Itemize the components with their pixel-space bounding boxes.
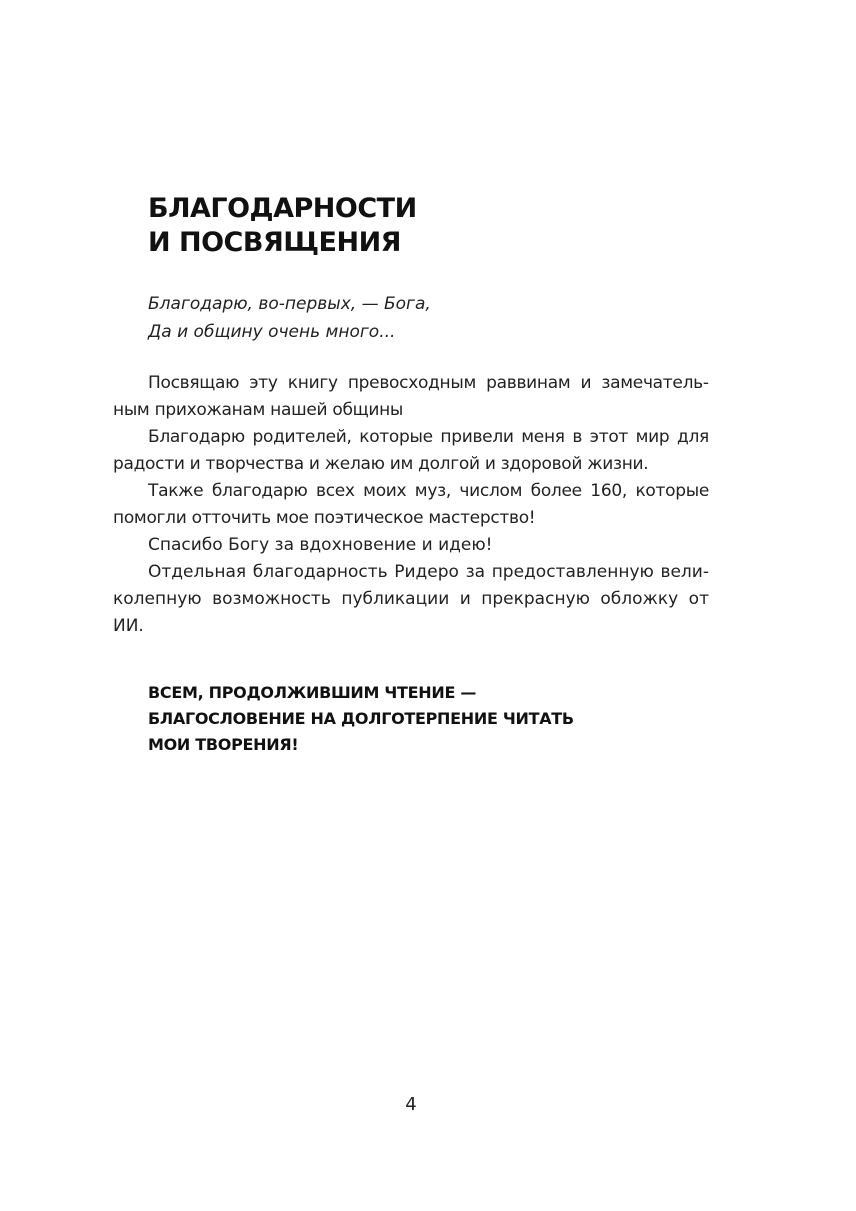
epigraph-line-2: Да и общину очень много... <box>148 322 396 342</box>
page-title <box>148 192 417 260</box>
epigraph-line-1: Благодарю, во-первых, — Бога, <box>148 294 431 314</box>
dedication-body <box>113 370 709 640</box>
paragraph-dedication: Посвящаю эту книгу превосходным раввинам и замечательным прихожанам нашей общины <box>113 373 709 420</box>
title-line-1: БЛАГОДАРНОСТИ <box>148 193 417 224</box>
closing-line-3: МОИ ТВОРЕНИЯ! <box>148 735 299 754</box>
closing-line-1: ВСЕМ, ПРОДОЛЖИВШИМ ЧТЕНИЕ — <box>148 683 477 702</box>
closing-line-2: БЛАГОСЛОВЕНИЕ НА ДОЛГОТЕРПЕНИЕ ЧИТАТЬ <box>148 709 574 728</box>
epigraph <box>148 290 431 346</box>
page-number: 4 <box>405 1094 417 1115</box>
paragraph-muses: Также благодарю всех моих муз, числом более 160, которые помогли отточить мое поэтическое мастерство! <box>113 481 709 528</box>
closing-blessing <box>148 680 574 758</box>
paragraph-ridero: Отдельная благодарность Ридеро за предоставленную великолепную возможность публикации и прекрасную обложку от ИИ. <box>113 562 709 636</box>
title-line-2: И ПОСВЯЩЕНИЯ <box>148 227 401 258</box>
paragraph-thanks-god: Спасибо Богу за вдохновение и идею! <box>148 535 493 555</box>
paragraph-parents: Благодарю родителей, которые привели меня в этот мир для радости и творчества и желаю им долгой и здоровой жизни. <box>113 427 709 474</box>
